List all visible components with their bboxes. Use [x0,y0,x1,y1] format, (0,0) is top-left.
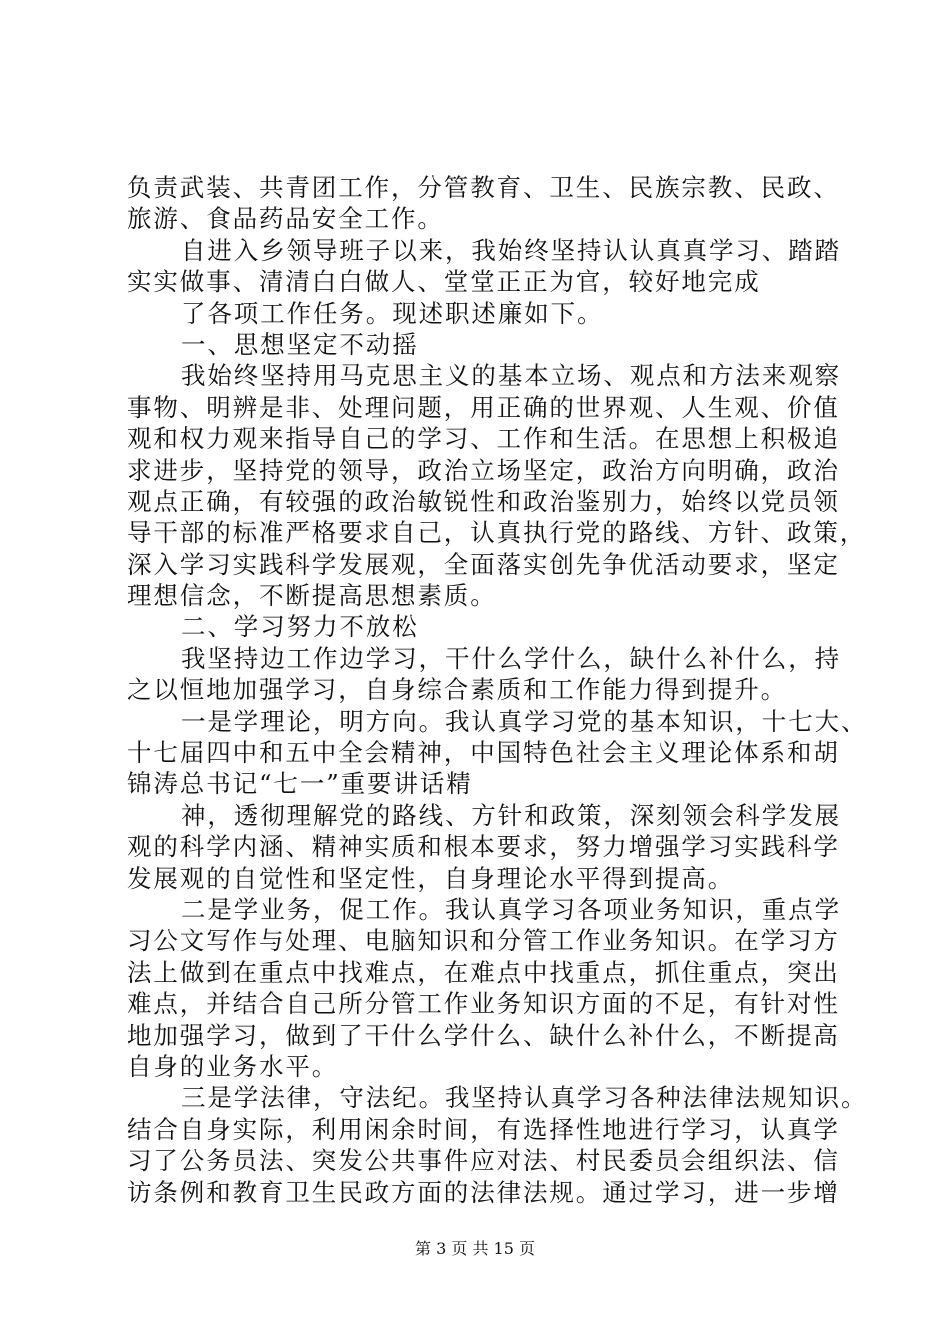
text-line: 旅游、食品药品安全工作。 [127,204,444,234]
text-line: 一是学理论，明方向。我认真学习党的基本知识，十七大、 [181,706,868,736]
text-line: 观的科学内涵、精神实质和根本要求，努力增强学习实践科学 [127,832,840,862]
text-line: 结合自身实际，利用闲余时间，有选择性地进行学习，认真学 [127,1114,840,1144]
text-line: 习公文写作与处理、电脑知识和分管工作业务知识。在学习方 [127,926,840,956]
text-line: 求进步，坚持党的领导，政治立场坚定，政治方向明确，政治 [127,455,840,485]
text-line: 理想信念，不断提高思想素质。 [127,581,497,611]
text-line: 自进入乡领导班子以来，我始终坚持认认真真学习、踏踏 [181,235,841,265]
text-line: 导干部的标准严格要求自己，认真执行党的路线、方针、政策， [127,518,867,548]
text-line: 十七届四中和五中全会精神，中国特色社会主义理论体系和胡 [127,738,840,768]
text-line: 二、学习努力不放松 [181,612,419,642]
document-body [127,172,868,1208]
text-line: 三是学法律，守法纪。我坚持认真学习各种法律法规知识。 [181,1083,868,1113]
text-line: 实实做事、清清白白做人、堂堂正正为官，较好地完成 [127,267,761,297]
text-line: 深入学习实践科学发展观，全面落实创先争优活动要求，坚定 [127,549,840,579]
text-line: 访条例和教育卫生民政方面的法律法规。通过学习，进一步增 [127,1177,840,1207]
text-line: 观点正确，有较强的政治敏锐性和政治鉴别力，始终以党员领 [127,486,840,516]
text-line: 我始终坚持用马克思主义的基本立场、观点和方法来观察 [181,361,841,391]
text-line: 我坚持边工作边学习，干什么学什么，缺什么补什么，持 [181,643,841,673]
text-line: 锦涛总书记“七一”重要讲话精 [127,769,473,799]
page-footer: 第 3 页 共 15 页 [415,1239,535,1258]
text-line: 发展观的自觉性和坚定性，自身理论水平得到提高。 [127,863,735,893]
text-line: 观和权力观来指导自己的学习、工作和生活。在思想上积极追 [127,424,840,454]
text-line: 难点，并结合自己所分管工作业务知识方面的不足，有针对性 [127,989,840,1019]
text-line: 一、思想坚定不动摇 [181,329,419,359]
text-line: 神，透彻理解党的路线、方针和政策，深刻领会科学发展 [181,800,841,830]
text-line: 了各项工作任务。现述职述廉如下。 [181,298,604,328]
text-line: 地加强学习，做到了干什么学什么、缺什么补什么，不断提高 [127,1020,840,1050]
text-line: 法上做到在重点中找难点，在难点中找重点，抓住重点，突出 [127,957,840,987]
text-line: 自身的业务水平。 [127,1051,339,1081]
text-line: 负责武装、共青团工作，分管教育、卫生、民族宗教、民政、 [127,173,840,202]
text-line: 习了公务员法、突发公共事件应对法、村民委员会组织法、信 [127,1146,840,1176]
text-line: 之以恒地加强学习，自身综合素质和工作能力得到提升。 [127,675,787,705]
text-line: 事物、明辨是非、处理问题，用正确的世界观、人生观、价值 [127,392,840,422]
text-line: 二是学业务，促工作。我认真学习各项业务知识，重点学 [181,894,841,924]
